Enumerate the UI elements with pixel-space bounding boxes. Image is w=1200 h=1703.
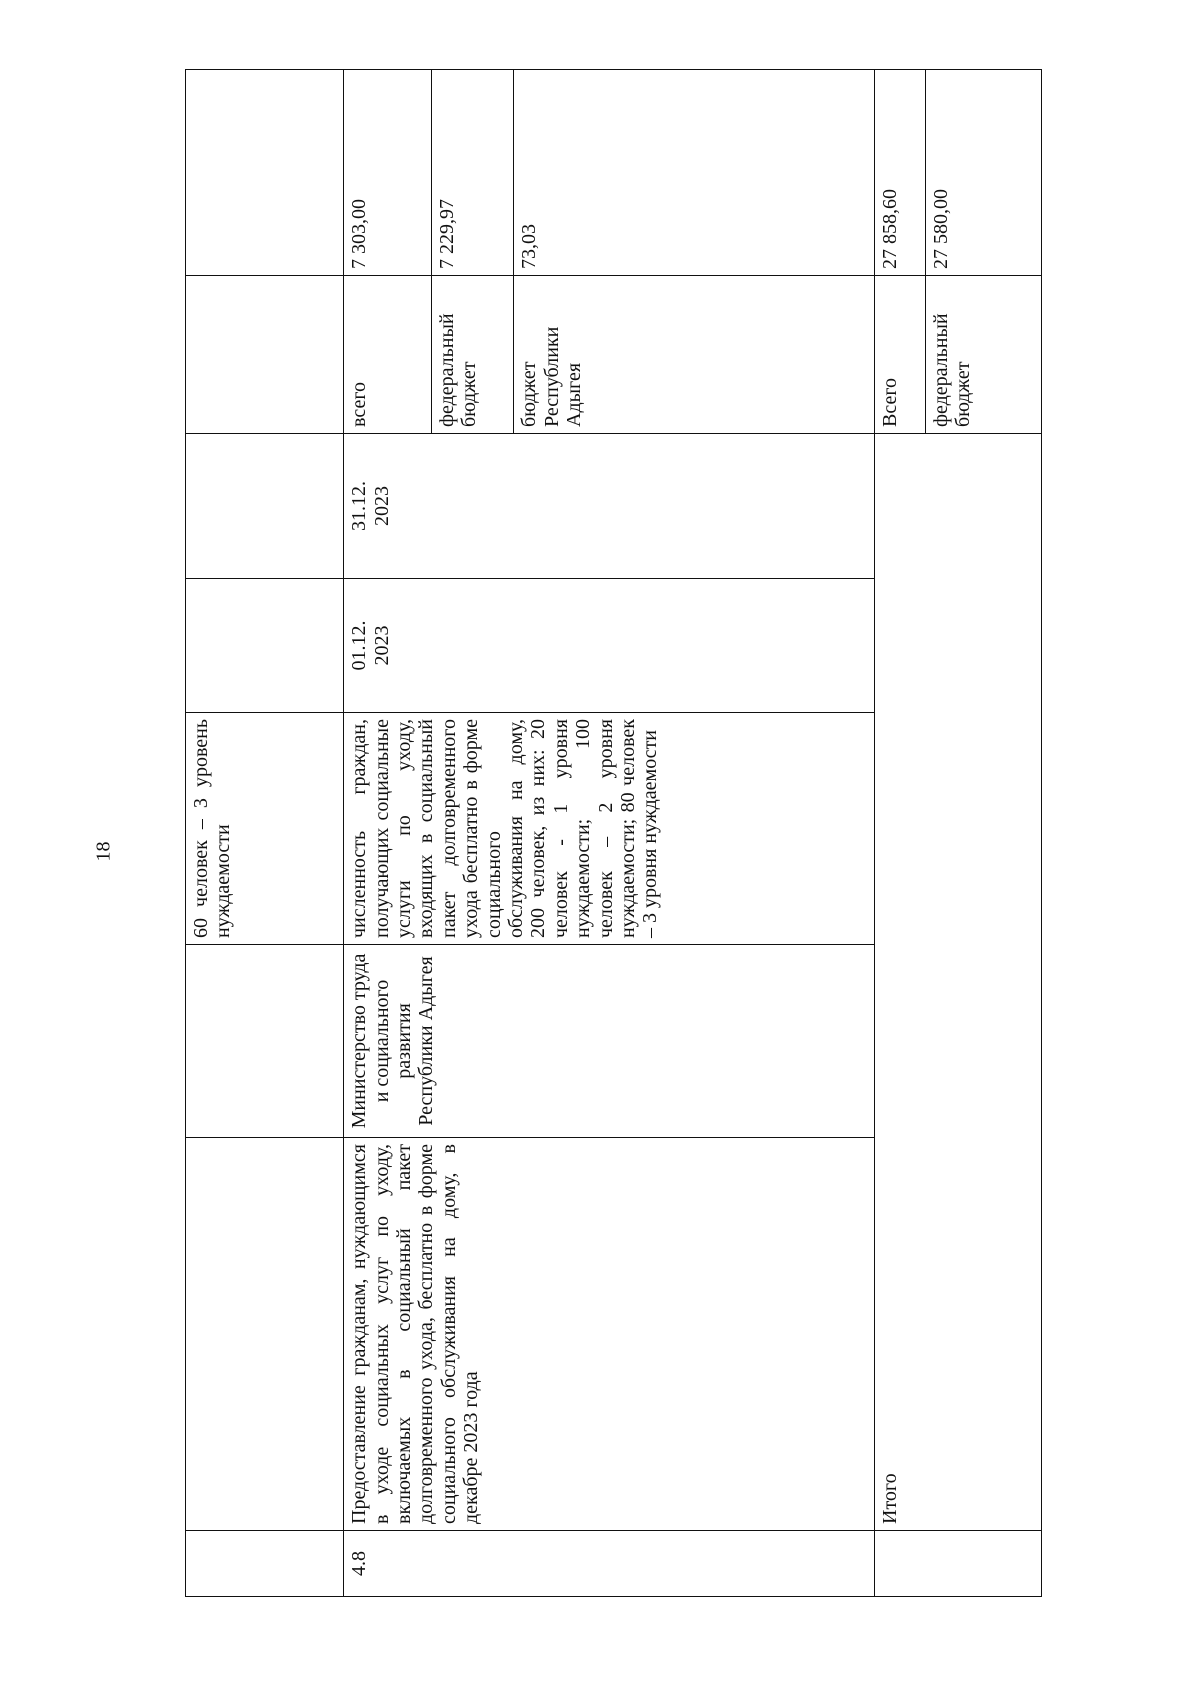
- measures-table: [185, 69, 1042, 1597]
- cell-start-empty: [186, 579, 344, 713]
- table-row-4-8: [344, 70, 432, 1597]
- cell-executor: Министерство труда и социального развития Республики Адыгея: [344, 945, 874, 1138]
- cell-indicator: численность граждан, получающих социальные услуги по уходу, входящих в социальный пакет долговременного ухода бесплатно в форме социального обслуживания на дому, 200 человек, из них: 20 человек - 1 уровня нуждаемости; 100 человек – 2 уровня нуждаемости; 80 человек – 3 уровня нуждаемости: [344, 713, 874, 945]
- cell-source-federal: федеральный бюджет: [431, 276, 513, 434]
- page-number: 18: [92, 841, 115, 862]
- cell-source-regional: бюджет Республики Адыгея: [514, 276, 874, 434]
- cell-total-label: Итого: [874, 434, 1041, 1531]
- cell-amount-federal: 7 229,97: [431, 70, 513, 276]
- cell-total-amount-all: 27 858,60: [874, 70, 925, 276]
- table-row-continuation: [186, 70, 344, 1597]
- cell-name-empty: [186, 1138, 344, 1531]
- cell-row-number: 4.8: [344, 1531, 874, 1597]
- cell-total-num-empty: [874, 1531, 1041, 1597]
- table-row-total: [874, 70, 925, 1597]
- cell-total-source-all: Всего: [874, 276, 925, 434]
- cell-measure-name: Предоставление гражданам, нуждающимся в уходе социальных услуг по уходу, включаемых в социальный пакет долговременного ухода, бесплатно в форме социального обслуживания на дому, в декабре 2023 года: [344, 1138, 874, 1531]
- cell-amount-regional: 73,03: [514, 70, 874, 276]
- cell-total-source-federal: федеральный бюджет: [926, 276, 1042, 434]
- rotated-table-sheet: [185, 70, 1042, 1597]
- cell-amount-total: 7 303,00: [344, 70, 432, 276]
- cell-end-empty: [186, 434, 344, 579]
- cell-executor-empty: [186, 945, 344, 1138]
- cell-start-date: 01.12. 2023: [344, 579, 874, 713]
- cell-num-empty: [186, 1531, 344, 1597]
- cell-end-date: 31.12. 2023: [344, 434, 874, 579]
- cell-total-amount-federal: 27 580,00: [926, 70, 1042, 276]
- cell-source-empty: [186, 276, 344, 434]
- cell-amount-empty: [186, 70, 344, 276]
- cell-indicator-continuation: 60 человек – 3 уровень нуждаемости: [186, 713, 344, 945]
- cell-source-total: всего: [344, 276, 432, 434]
